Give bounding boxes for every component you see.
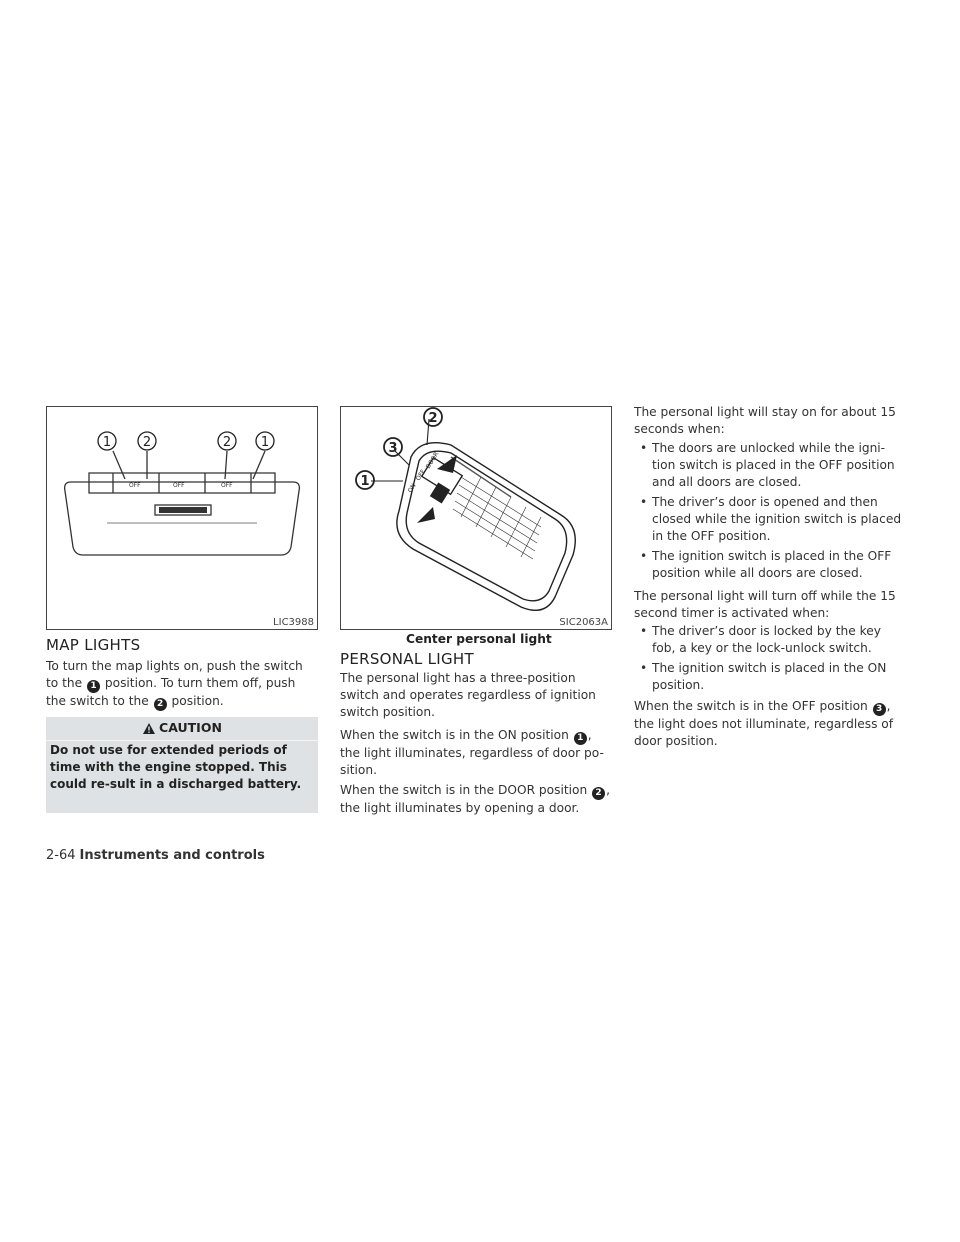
list-item: • The driver’s door is locked by the key fob, a key or the lock-unlock switch. [640, 624, 881, 655]
marker-3-icon: 3 [873, 703, 886, 716]
list-item: • The driver’s door is opened and then closed while the ignition switch is placed in the OFF position. [640, 495, 902, 543]
turn-off-intro: The personal light will turn off while the 15 second timer is activated when: [634, 589, 896, 620]
switch-label: DOOR [424, 450, 441, 471]
figure-code: LIC3988 [273, 617, 314, 628]
off-position-paragraph: When the switch is in the OFF position 3 , the light does not illuminate, regardless of door position. [634, 699, 894, 748]
list-item: • The ignition switch is placed in the OFF position while all doors are closed. [640, 549, 892, 580]
caution-box [46, 717, 318, 813]
caution-text: Do not use for extended periods of time with the engine stopped. This could re-sult in a discharged battery. [50, 743, 302, 791]
marker-1-icon: 1 [87, 680, 100, 693]
figure-caption: Center personal light [406, 632, 552, 646]
section-title: Instruments and controls [79, 848, 265, 863]
switch-label: OFF [414, 468, 427, 483]
fig-label: 3 [388, 441, 398, 456]
personal-light-figure [340, 406, 612, 630]
marker-1-icon: 1 [574, 732, 587, 745]
personal-light-intro: The personal light has a three-position switch and operates regardless of ignition switch position. [340, 671, 596, 719]
fig-label: 1 [360, 474, 370, 489]
marker-2-icon: 2 [592, 787, 605, 800]
fig-label: 2 [142, 435, 152, 450]
caution-header: CAUTION [46, 717, 318, 739]
fig-label: 1 [260, 435, 270, 450]
stay-on-intro: The personal light will stay on for about 15 seconds when: [634, 405, 896, 436]
switch-label: OFF [221, 482, 233, 489]
switch-label: OFF [129, 482, 141, 489]
fig-label: 2 [428, 411, 438, 426]
warning-icon [142, 722, 156, 735]
divider [46, 740, 318, 741]
page-number: 2-64 [46, 848, 76, 863]
fig-label: 2 [222, 435, 232, 450]
list-item: • The ignition switch is placed in the ON position. [640, 661, 887, 692]
figure-code: SIC2063A [559, 617, 608, 628]
fig-label: 1 [102, 435, 112, 450]
door-position-paragraph: When the switch is in the DOOR position 2 , the light illuminates by opening a door. [340, 783, 610, 815]
map-lights-paragraph: To turn the map lights on, push the switch to the 1 position. To turn them off, push the switch to the 2 position. [46, 659, 303, 709]
list-item: • The doors are unlocked while the igni-tion switch is placed in the OFF position and all doors are closed. [640, 441, 895, 489]
marker-2-icon: 2 [154, 698, 167, 711]
page-footer [46, 848, 265, 863]
map-lights-illustration [47, 407, 317, 629]
on-position-paragraph: When the switch is in the ON position 1 , the light illuminates, regardless of door po-sition. [340, 728, 604, 777]
switch-label: OFF [173, 482, 185, 489]
map-lights-figure [46, 406, 318, 630]
section-heading-personal-light: PERSONAL LIGHT [340, 650, 474, 668]
section-heading-map-lights: MAP LIGHTS [46, 636, 141, 654]
personal-light-illustration [341, 407, 611, 629]
switch-label: ON [406, 482, 418, 495]
